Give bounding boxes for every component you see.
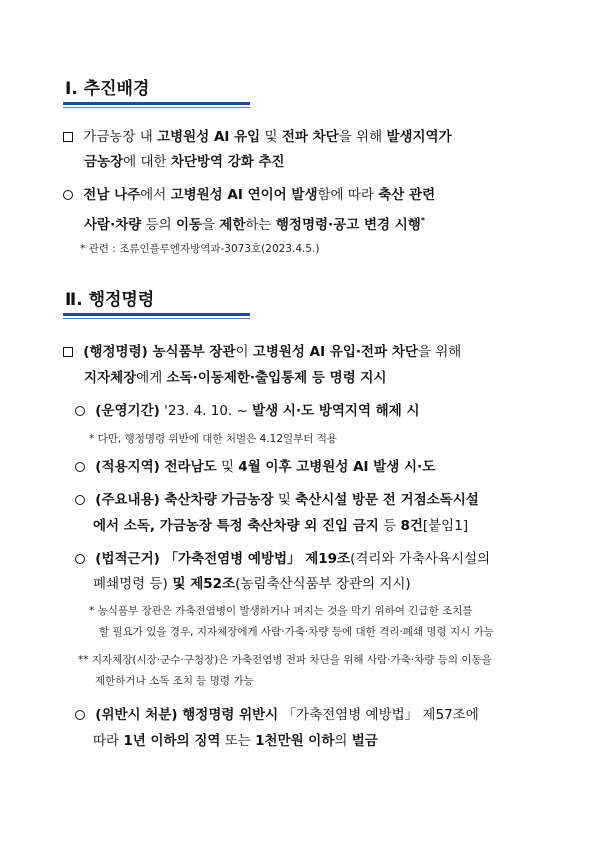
text-bold: (적용지역) 전라남도 [95,459,217,475]
text: 및 [216,459,239,475]
s1-item1-line2 [84,152,285,172]
circle-bullet-icon [75,495,85,505]
text-bold: (위반시 처분) 행정명령 위반시 [95,707,279,723]
text-bold: 발생지역가 [386,129,452,145]
text: 을 위해 [338,129,387,145]
text-bold: 1년 이하의 징역 [123,733,221,749]
text: 「가축전염병 예방법」 제57조에 [278,707,479,723]
text: [붙임1] [422,518,469,534]
section-1-header [63,76,250,102]
s2-op5-line2 [93,731,378,751]
text-bold: 행정명령·공고 변경 시행 [275,217,421,233]
s2-op1-line1 [75,401,420,421]
text-bold: (운영기간) [95,403,160,419]
s1-note: * 관련 : 조류인플루엔자방역과-3073호(2023.4.5.) [80,243,320,255]
section-2-title: Ⅱ. 행정명령 [65,290,155,310]
text-bold: 고병원성 AI 연이어 발생 [170,187,318,203]
text: (농림축산식품부 장관의 지시) [235,576,411,592]
s2-main-line1 [63,342,461,362]
text-bold: 제52조 [190,576,236,592]
s1-item1-line1 [63,127,452,147]
text-bold: 벌금 [351,733,378,749]
circle-bullet-icon [75,710,85,720]
text: 에 대한 [123,154,171,170]
s1-item2-line2 [84,211,425,235]
text: 의 [334,733,352,749]
text-bold: 사람·차량 [84,217,142,233]
text: 등의 [141,217,176,233]
text: 또는 [220,733,256,749]
text: '23. 4. 10. ~ [159,403,253,419]
section-1-title: Ⅰ. 추진배경 [65,79,150,99]
text-bold: (주요내용) 축산차량 가금농장 [95,492,274,508]
text-bold: 고병원성 AI 유입·전파 차단 [252,344,418,360]
s2-op4-note1-line2: 할 필요가 있을 경우, 지자체장에게 사람·가축·차량 등에 대한 격리·폐쇄 명령 지시 가능 [99,626,494,638]
s2-op2-line1 [75,457,435,477]
text: 하는 [245,217,276,233]
text-bold: 소독·이동제한·출입통제 등 명령 지시 [166,370,387,386]
text-bold: 제한 [219,217,246,233]
text-bold: 지자체장 [84,370,137,386]
s2-op4-note2-line2: 제한하거나 소독 조치 등 명령 가능 [95,675,254,687]
s2-op4-note2-line1: ** 지자체장(시장·군수·구청장)은 가축전염병 전파 차단을 위해 사람·가축·차량 등의 이동을 [78,654,492,666]
text: 폐쇄명령 등) [93,576,168,592]
text: 에게 [136,370,167,386]
s2-op4-line1 [75,549,490,569]
text: (격리와 가축사육시설의 [350,551,491,567]
section-1-underline-thin [63,107,250,108]
text-bold: 축산 관련 [378,187,436,203]
text-bold: (법적근거) 「가축전염병 예방법」 제19조 [95,551,351,567]
text-bold: 금농장 [84,154,124,170]
square-bullet-icon [63,132,73,142]
circle-bullet-icon [75,406,85,416]
s2-op3-line2 [93,516,468,536]
section-1-underline [63,102,250,105]
s2-main-line2 [84,368,387,388]
text-bold: 축산시설 방문 전 거점소독시설 [295,492,479,508]
section-2-underline-thin [63,318,250,319]
s2-op5-line1 [75,705,479,725]
section-2-underline [63,313,250,316]
text: 가금농장 내 [83,129,158,145]
text: 을 위해 [417,344,462,360]
text-bold: 1천만원 이하 [255,733,335,749]
text: 등 [378,518,401,534]
text-bold: 8건 [400,518,423,534]
square-bullet-icon [63,347,73,357]
text: 을 [202,217,220,233]
s2-op1-note: * 다만, 행정명령 위반에 대한 처벌은 4.12일부터 적용 [89,433,338,445]
text-bold: 전파 차단 [281,129,339,145]
text-bold: 이동 [175,217,203,233]
text: 및 [273,492,296,508]
text-bold: 차단방역 강화 추진 [170,154,285,170]
s1-item2-line1 [63,185,435,205]
circle-bullet-icon [75,462,85,472]
s2-op4-line2 [93,574,411,594]
text: 따라 [93,733,124,749]
circle-bullet-icon [75,554,85,564]
text: 이 [235,344,253,360]
text-bold: 및 [167,576,191,592]
text: 및 [260,129,282,145]
text-bold: (행정명령) 농식품부 장관 [83,344,236,360]
s2-op4-note1-line1: * 농식품부 장관은 가축전염병이 발생하거나 퍼지는 것을 막기 위하여 긴급한 조치를 [89,605,473,617]
circle-bullet-icon [63,190,73,200]
text-bold: 전남 나주 [83,187,141,203]
s2-op3-line1 [75,490,479,510]
text: 에서 [140,187,171,203]
text-bold: 에서 소독, 가금농장 특정 축산차량 외 진입 금지 [93,518,379,534]
text-bold: 고병원성 AI 유입 [157,129,261,145]
text: 함에 따라 [317,187,379,203]
section-2-header [63,287,250,313]
text-bold: 4월 이후 고병원성 AI 발생 시·도 [238,459,436,475]
footnote-marker: * [420,216,426,225]
text-bold: 발생 시·도 방역지역 해제 시 [252,403,420,419]
